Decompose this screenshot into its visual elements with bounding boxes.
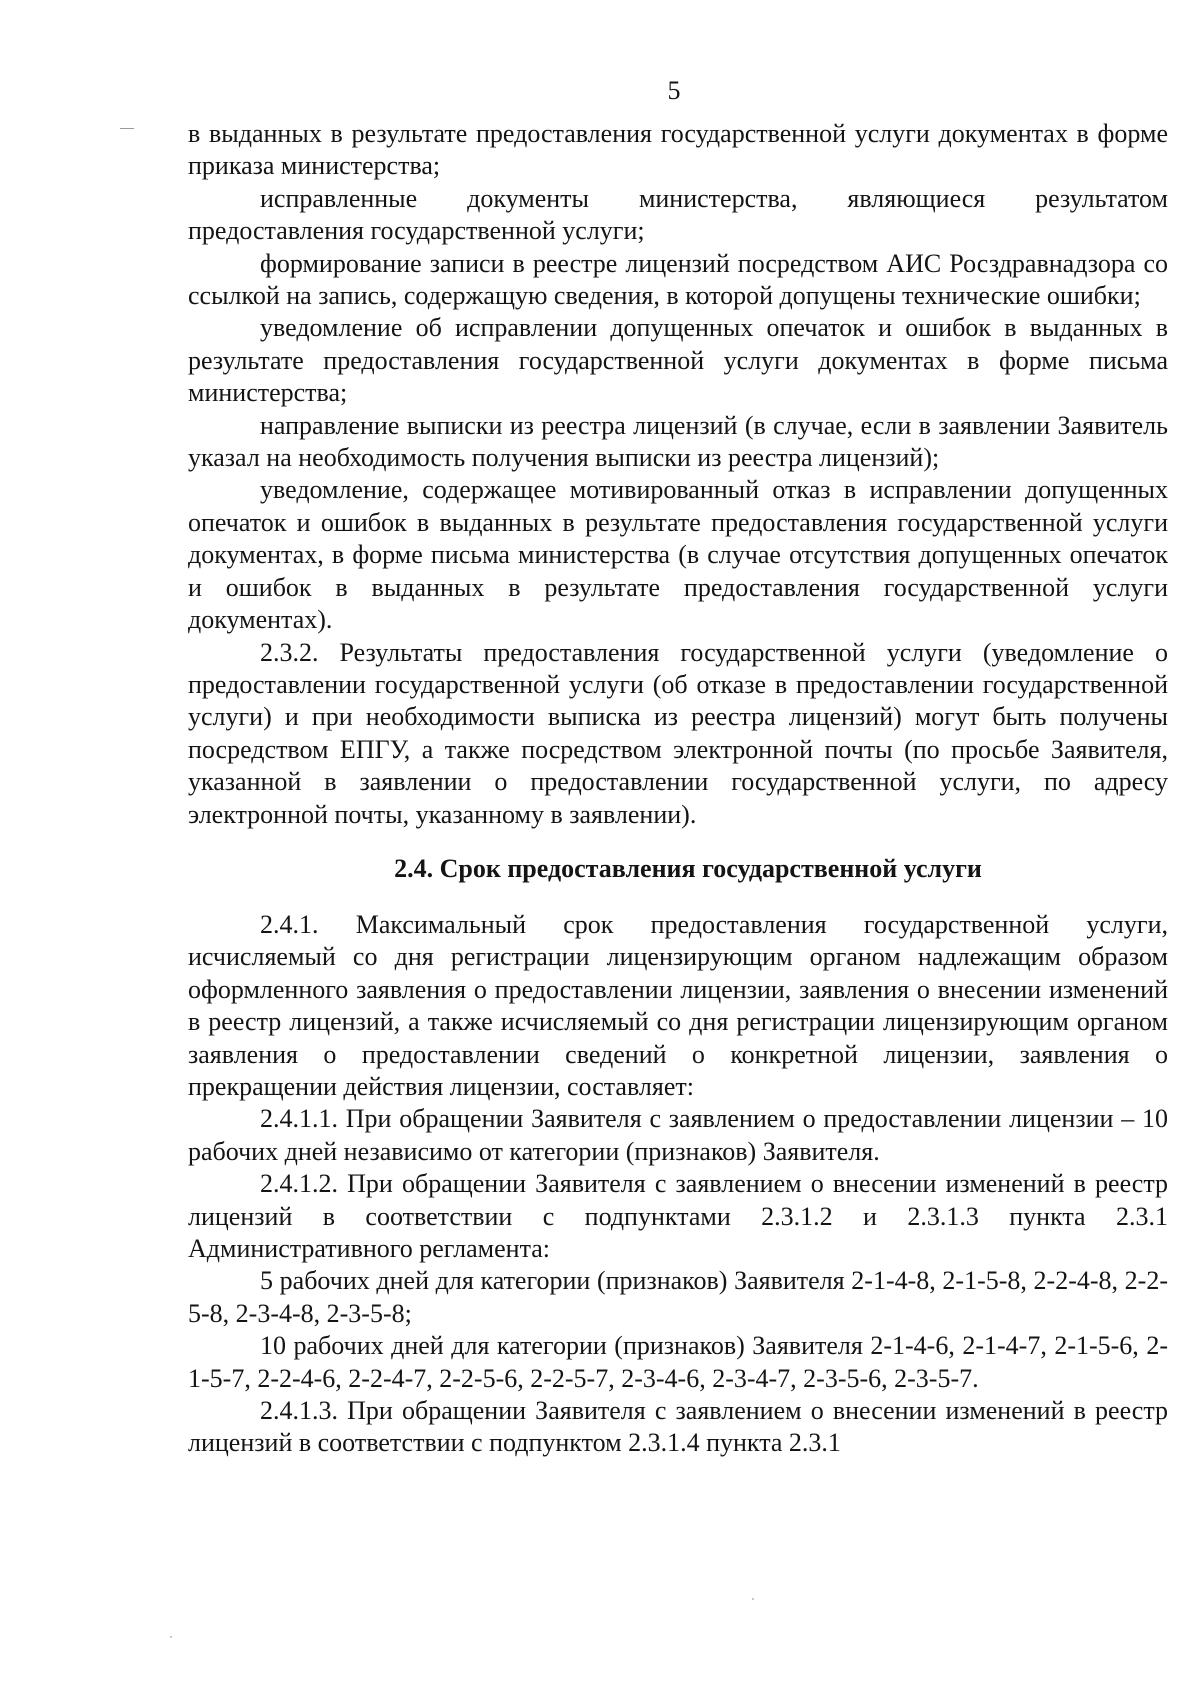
paragraph-2-4-1-3: 2.4.1.3. При обращении Заявителя с заявлением о внесении изменений в реестр лицензий в соответствии с подпунктом 2.3.1.4 пункта 2.3.1 [188, 1396, 1168, 1458]
document-body [188, 118, 1168, 1460]
scan-speck [752, 1598, 754, 1600]
paragraph-5-days: 5 рабочих дней для категории (признаков) Заявителя 2-1-4-8, 2-1-5-8, 2-2-4-8, 2-2-5-8, 2-3-4-8, 2-3-5-8; [188, 1266, 1168, 1328]
paragraph-top-5: направление выписки из реестра лицензий (в случае, если в заявлении Заявитель указал на необходимость получения выписки из реестра лицензий); [188, 410, 1168, 473]
paragraph-2-4-1-2: 2.4.1.2. При обращении Заявителя с заявлением о внесении изменений в реестр лицензий в соответствии с подпунктами 2.3.1.2 и 2.3.1.3 пункта 2.3.1 Административного регламента: [188, 1169, 1168, 1263]
paragraph-2-3-2: 2.3.2. Результаты предоставления государственной услуги (уведомление о предоставлении государственной услуги (об отказе в предоставлении государственной услуги) и при необходимости выписка из реестра лицензий) могут быть получены посредством ЕПГУ, а также посредством электронной почты (по просьбе Заявителя, указанной в заявлении о предоставлении государственной услуги, по адресу электронной почты, указанному в заявлении). [188, 637, 1168, 829]
paragraph-top-4: уведомление об исправлении допущенных опечаток и ошибок в выданных в результате предоставления государственной услуги документах в форме письма министерства; [188, 313, 1168, 408]
paragraph-top-2: исправленные документы министерства, являющиеся результатом предоставления государственной услуги; [188, 183, 1168, 246]
section-heading: 2.4. Срок предоставления государственной услуги [394, 853, 982, 883]
paragraph-top-3: формирование записи в реестре лицензий посредством АИС Росздравнадзора со ссылкой на запись, содержащую сведения, в которой допущены технические ошибки; [188, 248, 1168, 311]
paragraph-top-1: в выданных в результате предоставления государственной услуги документах в форме приказа министерства; [188, 119, 1168, 181]
scan-margin-mark [120, 128, 134, 129]
paragraph-top-6: уведомление, содержащее мотивированный отказ в исправлении допущенных опечаток и ошибок в выданных в результате предоставления государственной услуги документах, в форме письма министерства (в случае отсутствия допущенных опечаток и ошибок в выданных в результате предоставления государственной услуги документах). [188, 475, 1168, 635]
paragraph-2-4-1: 2.4.1. Максимальный срок предоставления государственной услуги, исчисляемый со дня регистрации лицензирующим органом надлежащим образом оформленного заявления о предоставлении лицензии, заявления о внесении изменений в реестр лицензий, а также исчисляемый со дня регистрации лицензирующим органом заявления о предоставлении сведений о конкретной лицензии, заявления о прекращении действия лицензии, составляет: [188, 909, 1168, 1101]
paragraph-10-days: 10 рабочих дней для категории (признаков) Заявителя 2-1-4-6, 2-1-4-7, 2-1-5-6, 2-1-5-7, 2-2-4-6, 2-2-4-7, 2-2-5-6, 2-2-5-7, 2-3-4-6, 2-3-4-7, 2-3-5-6, 2-3-5-7. [188, 1331, 1168, 1393]
scan-speck [170, 1636, 172, 1638]
page-number: 5 [667, 76, 681, 105]
paragraph-2-4-1-1: 2.4.1.1. При обращении Заявителя с заявлением о предоставлении лицензии – 10 рабочих дней независимо от категории (признаков) Заявителя. [188, 1104, 1168, 1166]
